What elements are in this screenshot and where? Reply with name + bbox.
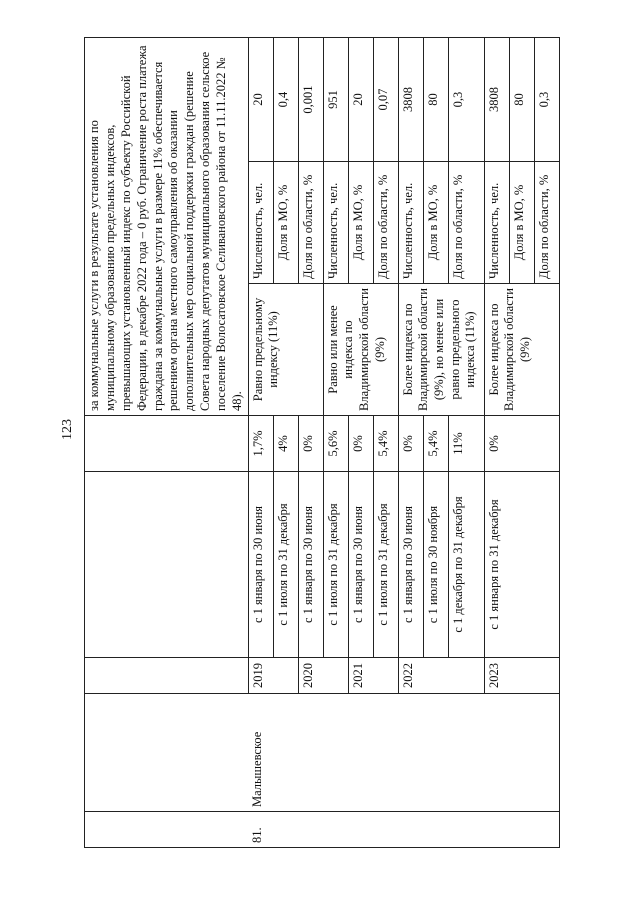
value-1-share-mo: 0,4 bbox=[273, 38, 298, 162]
growth-1: 1,7% bbox=[248, 416, 273, 472]
year-2020: 2020 bbox=[298, 658, 348, 694]
period-10: с 1 января по 31 декабря bbox=[484, 472, 559, 658]
indicator-count: Численность, чел. bbox=[398, 162, 423, 284]
table-row bbox=[373, 38, 398, 848]
indicator-share-region: Доля по области, % bbox=[534, 162, 559, 284]
category-2: Равно или менее индекса по Владимирской области (9%) bbox=[323, 284, 398, 416]
indicator-share-mo: Доля в МО, % bbox=[348, 162, 373, 284]
indicator-share-region: Доля по области, % bbox=[448, 162, 484, 284]
value-2-count: 951 bbox=[323, 38, 348, 162]
period-1: с 1 января по 30 июня bbox=[248, 472, 273, 658]
growth-2: 4% bbox=[273, 416, 298, 472]
indicator-share-region: Доля по области, % bbox=[298, 162, 323, 284]
indicator-share-mo: Доля в МО, % bbox=[423, 162, 448, 284]
growth-9: 11% bbox=[448, 416, 484, 472]
year-2023: 2023 bbox=[484, 658, 559, 694]
growth-5: 0% bbox=[348, 416, 373, 472]
table-row bbox=[398, 38, 423, 848]
growth-10: 0% bbox=[484, 416, 559, 472]
indicator-share-mo: Доля в МО, % bbox=[273, 162, 298, 284]
table-row bbox=[448, 38, 484, 848]
value-3-count: 3808 bbox=[398, 38, 423, 162]
indicator-count: Численность, чел. bbox=[484, 162, 509, 284]
indicator-share-mo: Доля в МО, % bbox=[509, 162, 534, 284]
growth-6: 5,4% bbox=[373, 416, 398, 472]
category-3: Более индекса по Владимирской области (9%), но менее или равно предельного индекса (11%) bbox=[398, 284, 484, 416]
table-row bbox=[273, 38, 298, 848]
year-2022: 2022 bbox=[398, 658, 484, 694]
settlement-cell bbox=[85, 694, 249, 812]
tariff-table bbox=[84, 37, 560, 848]
value-1-count: 20 bbox=[248, 38, 273, 162]
category-4: Более индекса по Владимирской области (9%) bbox=[484, 284, 559, 416]
value-2-share-mo: 20 bbox=[348, 38, 373, 162]
table-row bbox=[298, 38, 323, 848]
rotated-page-content bbox=[84, 38, 562, 848]
growth-8: 5,4% bbox=[423, 416, 448, 472]
table-row bbox=[423, 38, 448, 848]
value-4-share-mo: 80 bbox=[509, 38, 534, 162]
table-row bbox=[85, 38, 249, 848]
value-3-share-region: 0,3 bbox=[448, 38, 484, 162]
period-8: с 1 июля по 30 ноября bbox=[423, 472, 448, 658]
growth-7: 0% bbox=[398, 416, 423, 472]
note-cell: за коммунальные услуги в результате установления по муниципальному образованию предельных индексов, превышающих установленный индекс по субъекту Российской Федерации, в декабре 2022 года – 0 руб. Ограничение роста платежа граждана за коммунальные услуги в размере 11% обеспечивается решением органа местного самоуправления об оказании дополнительных мер социальной поддержки граждан (решение Совета народных депутатов муниципального образования сельское поселение Волосатовское Селивановского района от 11.11.2022 № 48). bbox=[85, 38, 249, 416]
growth-3: 0% bbox=[298, 416, 323, 472]
growth-cell bbox=[85, 416, 249, 472]
period-7: с 1 января по 30 июня bbox=[398, 472, 423, 658]
settlement-name: Малышевское bbox=[248, 694, 273, 812]
indicator-count: Численность, чел. bbox=[323, 162, 348, 284]
period-cell bbox=[85, 472, 249, 658]
period-4: с 1 июля по 31 декабря bbox=[323, 472, 348, 658]
period-9: с 1 декабря по 31 декабря bbox=[448, 472, 484, 658]
table-row bbox=[323, 38, 348, 848]
value-4-count: 3808 bbox=[484, 38, 509, 162]
row-number: 81. bbox=[248, 812, 273, 848]
category-1: Равно предельному индексу (11%) bbox=[248, 284, 323, 416]
value-3-share-mo: 80 bbox=[423, 38, 448, 162]
period-2: с 1 июля по 31 декабря bbox=[273, 472, 298, 658]
period-5: с 1 января по 30 июня bbox=[348, 472, 373, 658]
table-row bbox=[484, 38, 509, 848]
year-cell bbox=[85, 658, 249, 694]
table-row bbox=[248, 38, 273, 848]
value-4-share-region: 0,3 bbox=[534, 38, 559, 162]
year-2021: 2021 bbox=[348, 658, 398, 694]
indicator-share-region: Доля по области, % bbox=[373, 162, 398, 284]
row-number-cell bbox=[85, 812, 249, 848]
value-2-share-region: 0,07 bbox=[373, 38, 398, 162]
value-1-share-region: 0,001 bbox=[298, 38, 323, 162]
growth-4: 5,6% bbox=[323, 416, 348, 472]
indicator-count: Численность, чел. bbox=[248, 162, 273, 284]
table-row bbox=[348, 38, 373, 848]
period-3: с 1 января по 30 июня bbox=[298, 472, 323, 658]
year-2019: 2019 bbox=[248, 658, 298, 694]
period-6: с 1 июля по 31 декабря bbox=[373, 472, 398, 658]
page-number: 123 bbox=[60, 419, 75, 440]
